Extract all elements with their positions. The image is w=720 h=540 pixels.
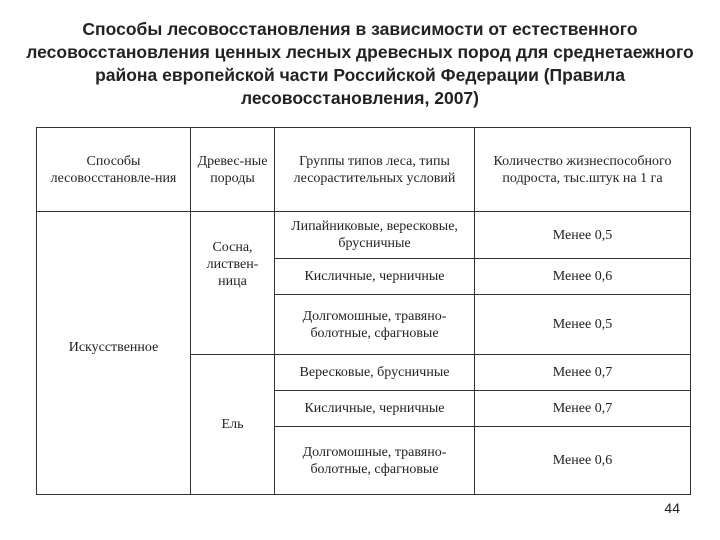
forest-group-cell: Долгомошные, травяно-болотные, сфагновые: [275, 427, 475, 495]
forest-group-cell: Вересковые, брусничные: [275, 355, 475, 391]
value-cell: Менее 0,7: [475, 391, 691, 427]
page-number: 44: [664, 500, 680, 516]
header-forest-group: Группы типов леса, типы лесорастительных условий: [275, 128, 475, 212]
header-method: Способы лесовосстановле-ния: [37, 128, 191, 212]
page-title: Способы лесовосстановления в зависимости от естественного лесовосстановления ценных лесных древесных пород для среднетаежного района европейской части Российской Федерации (Правила лесовосстановления, 2007): [26, 19, 694, 108]
species-cell-pine: Сосна, листвен-ница: [191, 212, 275, 355]
table-row: [37, 212, 691, 259]
value-cell: Менее 0,5: [475, 212, 691, 259]
header-species: Древес-ные породы: [191, 128, 275, 212]
value-cell: Менее 0,6: [475, 259, 691, 295]
forest-group-cell: Кисличные, черничные: [275, 259, 475, 295]
value-cell: Менее 0,5: [475, 295, 691, 355]
species-cell-spruce: Ель: [191, 355, 275, 495]
reforestation-table: [36, 127, 691, 495]
forest-group-cell: Долгомошные, травяно-болотные, сфагновые: [275, 295, 475, 355]
header-undergrowth-count: Количество жизнеспособного подроста, тыс.штук на 1 га: [475, 128, 691, 212]
value-cell: Менее 0,7: [475, 355, 691, 391]
forest-group-cell: Кисличные, черничные: [275, 391, 475, 427]
value-cell: Менее 0,6: [475, 427, 691, 495]
method-cell: Искусственное: [37, 212, 191, 495]
table-header-row: [37, 128, 691, 212]
forest-group-cell: Липайниковые, вересковые, брусничные: [275, 212, 475, 259]
